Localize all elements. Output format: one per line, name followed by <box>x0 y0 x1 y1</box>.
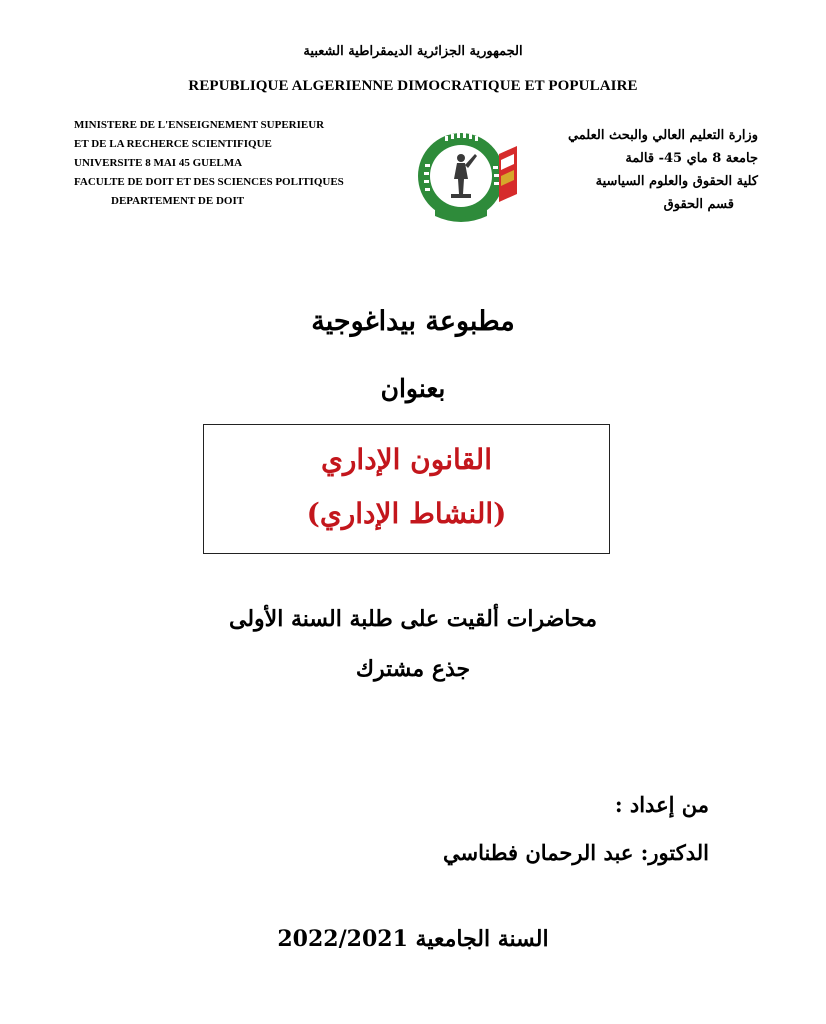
university-line: UNIVERSITE 8 MAI 45 GUELMA <box>74 157 243 169</box>
department-line-ar: قسم الحقوق <box>663 197 734 212</box>
research-line: ET DE LA RECHERCE SCIENTIFIQUE <box>74 138 272 150</box>
author-name: الدكتور: عبد الرحمان فطناسي <box>442 840 709 865</box>
prepared-by-label: من إعداد : <box>614 792 709 817</box>
institution-arabic-block <box>518 124 758 216</box>
institution-french-block <box>74 116 394 211</box>
course-title-box <box>203 424 610 554</box>
republic-french: REPUBLIQUE ALGERIENNE DIMOCRATIQUE ET POPULAIRE <box>188 78 638 94</box>
academic-year: السنة الجامعية 2022/2021 <box>277 926 549 952</box>
title-intro: بعنوان <box>380 374 446 403</box>
audience-line: محاضرات ألقيت على طلبة السنة الأولى <box>229 606 597 632</box>
ministry-line: MINISTERE DE L'ENSEIGNEMENT SUPERIEUR <box>74 119 325 131</box>
university-line-ar: جامعة 8 ماي 45- قالمة <box>625 151 758 166</box>
course-subtitle: (النشاط الإداري) <box>306 497 507 530</box>
track-line: جذع مشترك <box>355 656 471 682</box>
document-type-title: مطبوعة بيداغوجية <box>311 306 515 337</box>
ministry-line-ar: وزارة التعليم العالي والبحث العلمي <box>567 128 758 143</box>
faculty-line-ar: كلية الحقوق والعلوم السياسية <box>595 174 758 189</box>
republic-arabic: الجمهورية الجزائرية الديمقراطية الشعبية <box>303 44 523 59</box>
course-title: القانون الإداري <box>320 443 492 476</box>
university-logo <box>415 124 520 227</box>
faculty-line: FACULTE DE DOIT ET DES SCIENCES POLITIQUES <box>74 176 344 188</box>
department-line: DEPARTEMENT DE DOIT <box>111 195 245 207</box>
